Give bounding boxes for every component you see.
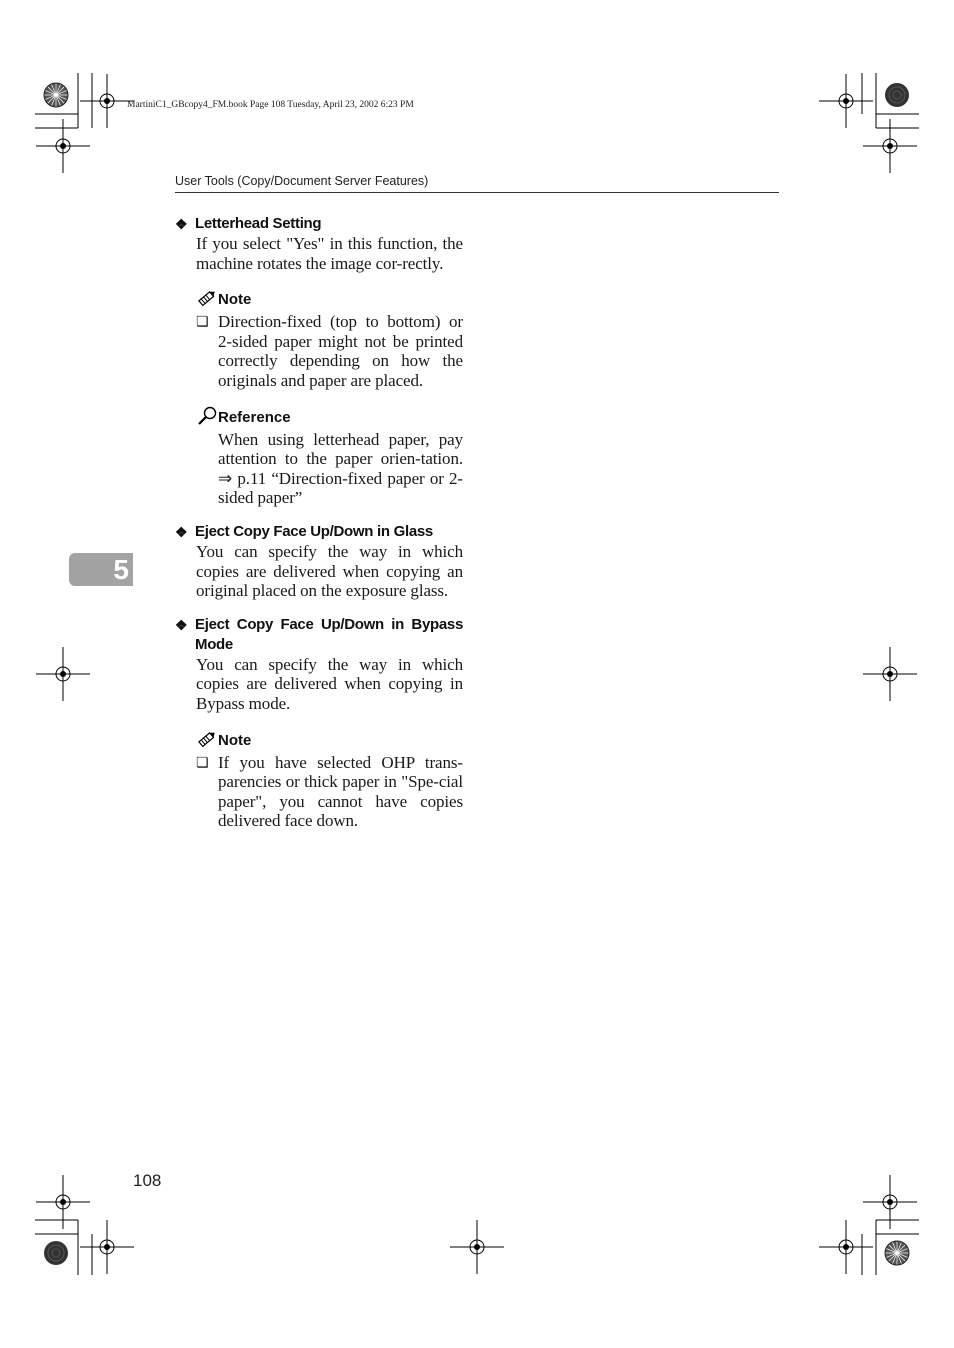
section-body: You can specify the way in which copies are delivered when copying in Bypass mode. bbox=[196, 654, 463, 713]
registration-mark-icon bbox=[863, 119, 917, 173]
note-text: If you have selected OHP trans-parencies or thick paper in "Spe-cial paper", you cannot have copies delivered face down. bbox=[218, 752, 463, 831]
section-title bbox=[175, 615, 463, 655]
section-title-text: Letterhead Setting bbox=[195, 215, 322, 232]
note-label: Note bbox=[218, 731, 252, 749]
section-letterhead-setting bbox=[175, 214, 463, 508]
main-content bbox=[175, 214, 463, 843]
section-body: You can specify the way in which copies are delivered when copying an original placed on the exposure glass. bbox=[196, 541, 463, 601]
dark-target-icon bbox=[44, 1241, 68, 1265]
diamond-bullet-icon: ❖ bbox=[175, 216, 188, 232]
registration-mark-icon bbox=[36, 119, 90, 173]
running-header: User Tools (Copy/Document Server Features) bbox=[175, 174, 429, 188]
pencil-note-icon bbox=[196, 728, 218, 750]
magnifier-reference-icon bbox=[196, 405, 218, 427]
registration-mark-icon bbox=[863, 1175, 917, 1229]
note-item bbox=[196, 312, 463, 390]
registration-mark-icon bbox=[819, 74, 873, 128]
page-number: 108 bbox=[133, 1171, 162, 1190]
registration-mark-icon bbox=[36, 647, 90, 701]
chapter-number: 5 bbox=[113, 554, 129, 585]
star-target-icon bbox=[44, 83, 68, 107]
section-title-text: Eject Copy Face Up/Down in Glass bbox=[195, 522, 433, 540]
reference-heading bbox=[196, 403, 463, 427]
registration-mark-icon bbox=[80, 74, 134, 128]
registration-mark-icon bbox=[863, 647, 917, 701]
reference-label: Reference bbox=[218, 408, 291, 426]
reference-text: When using letterhead paper, pay attention to the paper orien-tation. ⇒ p.11 “Direction-fixed paper or 2-sided paper” bbox=[218, 429, 463, 508]
section-eject-face-glass bbox=[175, 522, 463, 601]
diamond-bullet-icon: ❖ bbox=[175, 523, 188, 540]
registration-mark-icon bbox=[36, 1175, 90, 1229]
note-heading bbox=[196, 285, 463, 309]
section-title bbox=[175, 214, 463, 234]
chapter-tab bbox=[69, 553, 133, 586]
section-title-text: Eject Copy Face Up/Down in Bypass Mode bbox=[195, 615, 463, 653]
star-target-icon bbox=[885, 1241, 909, 1265]
section-body: If you select "Yes" in this function, the machine rotates the image cor-rectly. bbox=[196, 234, 463, 273]
registration-mark-icon bbox=[819, 1220, 873, 1274]
checkbox-bullet-icon: ❏ bbox=[196, 314, 209, 331]
registration-mark-icon bbox=[80, 1220, 134, 1274]
checkbox-bullet-icon: ❏ bbox=[196, 754, 209, 771]
header-rule bbox=[175, 192, 779, 193]
note-text: Direction-fixed (top to bottom) or 2-sided paper might not be printed correctly depending on how the originals and paper are placed. bbox=[218, 312, 463, 390]
note-heading bbox=[196, 726, 463, 750]
section-title bbox=[175, 522, 463, 542]
note-label: Note bbox=[218, 291, 252, 309]
diamond-bullet-icon: ❖ bbox=[175, 616, 188, 633]
pencil-note-icon bbox=[196, 287, 218, 309]
dark-target-icon bbox=[885, 83, 909, 107]
registration-mark-icon bbox=[450, 1220, 504, 1274]
section-eject-face-bypass bbox=[175, 615, 463, 831]
print-info: MartiniC1_GBcopy4_FM.book Page 108 Tuesday, April 23, 2002 6:23 PM bbox=[127, 100, 414, 110]
note-item bbox=[196, 753, 463, 831]
